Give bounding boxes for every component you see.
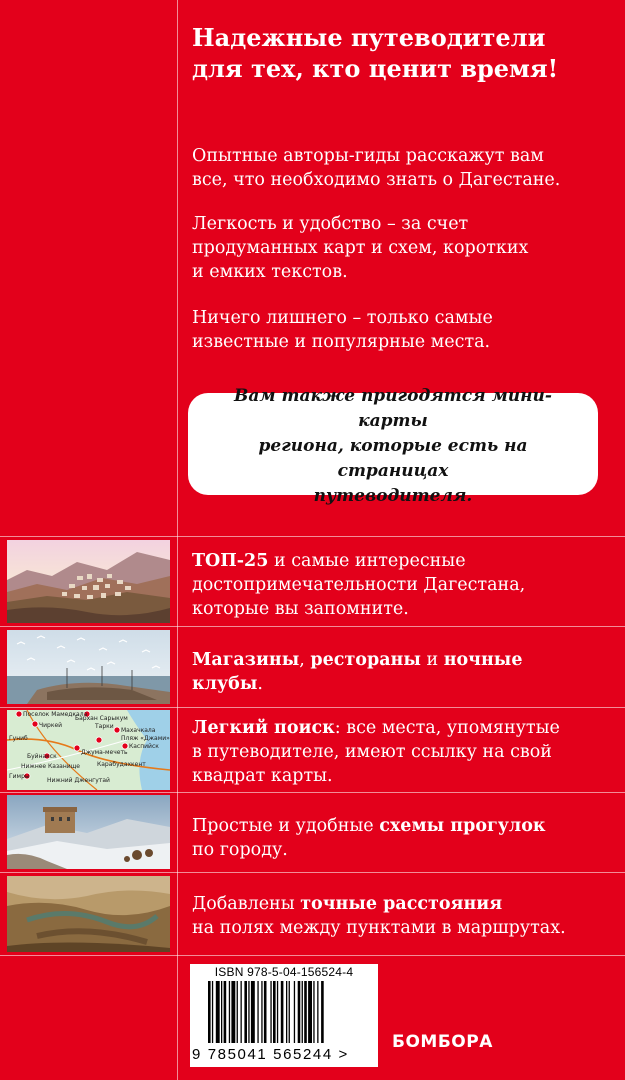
map-label: Джума-мечеть <box>81 749 128 756</box>
text-line: все, что необходимо знать о Дагестане. <box>192 170 561 190</box>
map-label: Поселок Мамедкала <box>23 711 88 718</box>
feature-bold: ночные <box>443 650 523 670</box>
feature-distances <box>192 892 612 940</box>
map-label: Карабудахкент <box>97 761 146 768</box>
text-fragment: , <box>299 650 311 670</box>
divider-line <box>0 955 625 956</box>
text-line: по городу. <box>192 840 288 860</box>
divider-line <box>0 707 625 708</box>
text-fragment: Добавлены <box>192 894 301 914</box>
ean-digits: 9 785041 565244 > <box>192 1046 349 1063</box>
text-line: которые вы запомните. <box>192 599 409 619</box>
map-label: Каспийск <box>129 743 159 750</box>
photo-seagulls-sea <box>7 630 170 704</box>
map-label: Бархан Сарыкум <box>75 715 128 722</box>
text-line: Опытные авторы-гиды расскажут вам <box>192 146 544 166</box>
feature-walk-schemes <box>192 814 612 862</box>
map-label: Гуниб <box>9 735 28 742</box>
feature-shops <box>192 648 612 696</box>
map-label: Пляж «Джами» <box>121 735 170 742</box>
photo-snowy-fortress <box>7 795 170 869</box>
divider-line <box>0 792 625 793</box>
barcode-bars-icon <box>208 981 366 1043</box>
intro-paragraph-1 <box>192 144 612 192</box>
text-line: достопримечательности Дагестана, <box>192 575 526 595</box>
fortress-image <box>7 795 170 869</box>
map-label: Гимры <box>9 773 30 780</box>
photo-mountain-village <box>7 540 170 623</box>
village-image <box>7 540 170 623</box>
divider-line <box>0 536 625 537</box>
mini-map-note <box>206 384 580 509</box>
photo-canyon <box>7 876 170 952</box>
headline <box>192 22 612 84</box>
text-line: на полях между пунктами в маршрутах. <box>192 918 566 938</box>
text-line: путеводителя. <box>313 485 473 506</box>
headline-line: для тех, кто ценит время! <box>192 54 559 83</box>
text-line: продуманных карт и схем, коротких <box>192 238 529 258</box>
text-line: Легкость и удобство – за счет <box>192 214 469 234</box>
text-line: в путеводителе, имеют ссылку на свой <box>192 742 552 762</box>
sea-image <box>7 630 170 704</box>
feature-bold: Магазины <box>192 650 300 670</box>
text-line: и емких текстов. <box>192 262 348 282</box>
text-line: известные и популярные места. <box>192 332 491 352</box>
text-line: Ничего лишнего – только самые <box>192 308 493 328</box>
text-fragment: Простые и удобные <box>192 816 380 836</box>
feature-bold: рестораны <box>310 650 421 670</box>
feature-top25 <box>192 549 612 621</box>
divider-line <box>0 872 625 873</box>
map-image <box>7 710 170 790</box>
map-label: Буйнакск <box>27 753 57 760</box>
feature-bold: Легкий поиск <box>192 718 335 738</box>
text-line: квадрат карты. <box>192 766 333 786</box>
feature-bold: ТОП-25 <box>192 551 269 571</box>
photo-map <box>7 710 170 790</box>
map-label: Нижний Дженгутай <box>47 777 110 784</box>
headline-line: Надежные путеводители <box>192 23 546 52</box>
text-fragment: и <box>420 650 444 670</box>
text-line: региона, которые есть на страницах <box>258 435 528 481</box>
feature-bold: точные расстояния <box>300 894 503 914</box>
map-label: Махачкала <box>121 727 156 734</box>
feature-bold: схемы прогулок <box>379 816 546 836</box>
intro-paragraph-2 <box>192 212 612 284</box>
intro-paragraph-3 <box>192 306 612 354</box>
text-line: Вам также пригодятся мини-карты <box>234 385 552 431</box>
text-line: и самые интересные <box>268 551 466 571</box>
text-line: : все места, упомянутые <box>334 718 560 738</box>
map-label: Тарки <box>95 723 114 730</box>
isbn-barcode <box>190 964 378 1067</box>
mini-map-note-box <box>188 385 598 506</box>
publisher-logo: БОМБОРА <box>392 1032 493 1052</box>
isbn-label: ISBN 978-5-04-156524-4 <box>214 965 354 979</box>
feature-easy-search <box>192 716 612 788</box>
vertical-divider <box>177 0 178 1080</box>
map-label: Нижнее Казанище <box>21 763 80 770</box>
canyon-image <box>7 876 170 952</box>
feature-bold: клубы <box>192 674 258 694</box>
text-fragment: . <box>257 674 263 694</box>
map-label: Чиркей <box>39 722 63 729</box>
divider-line <box>0 626 625 627</box>
